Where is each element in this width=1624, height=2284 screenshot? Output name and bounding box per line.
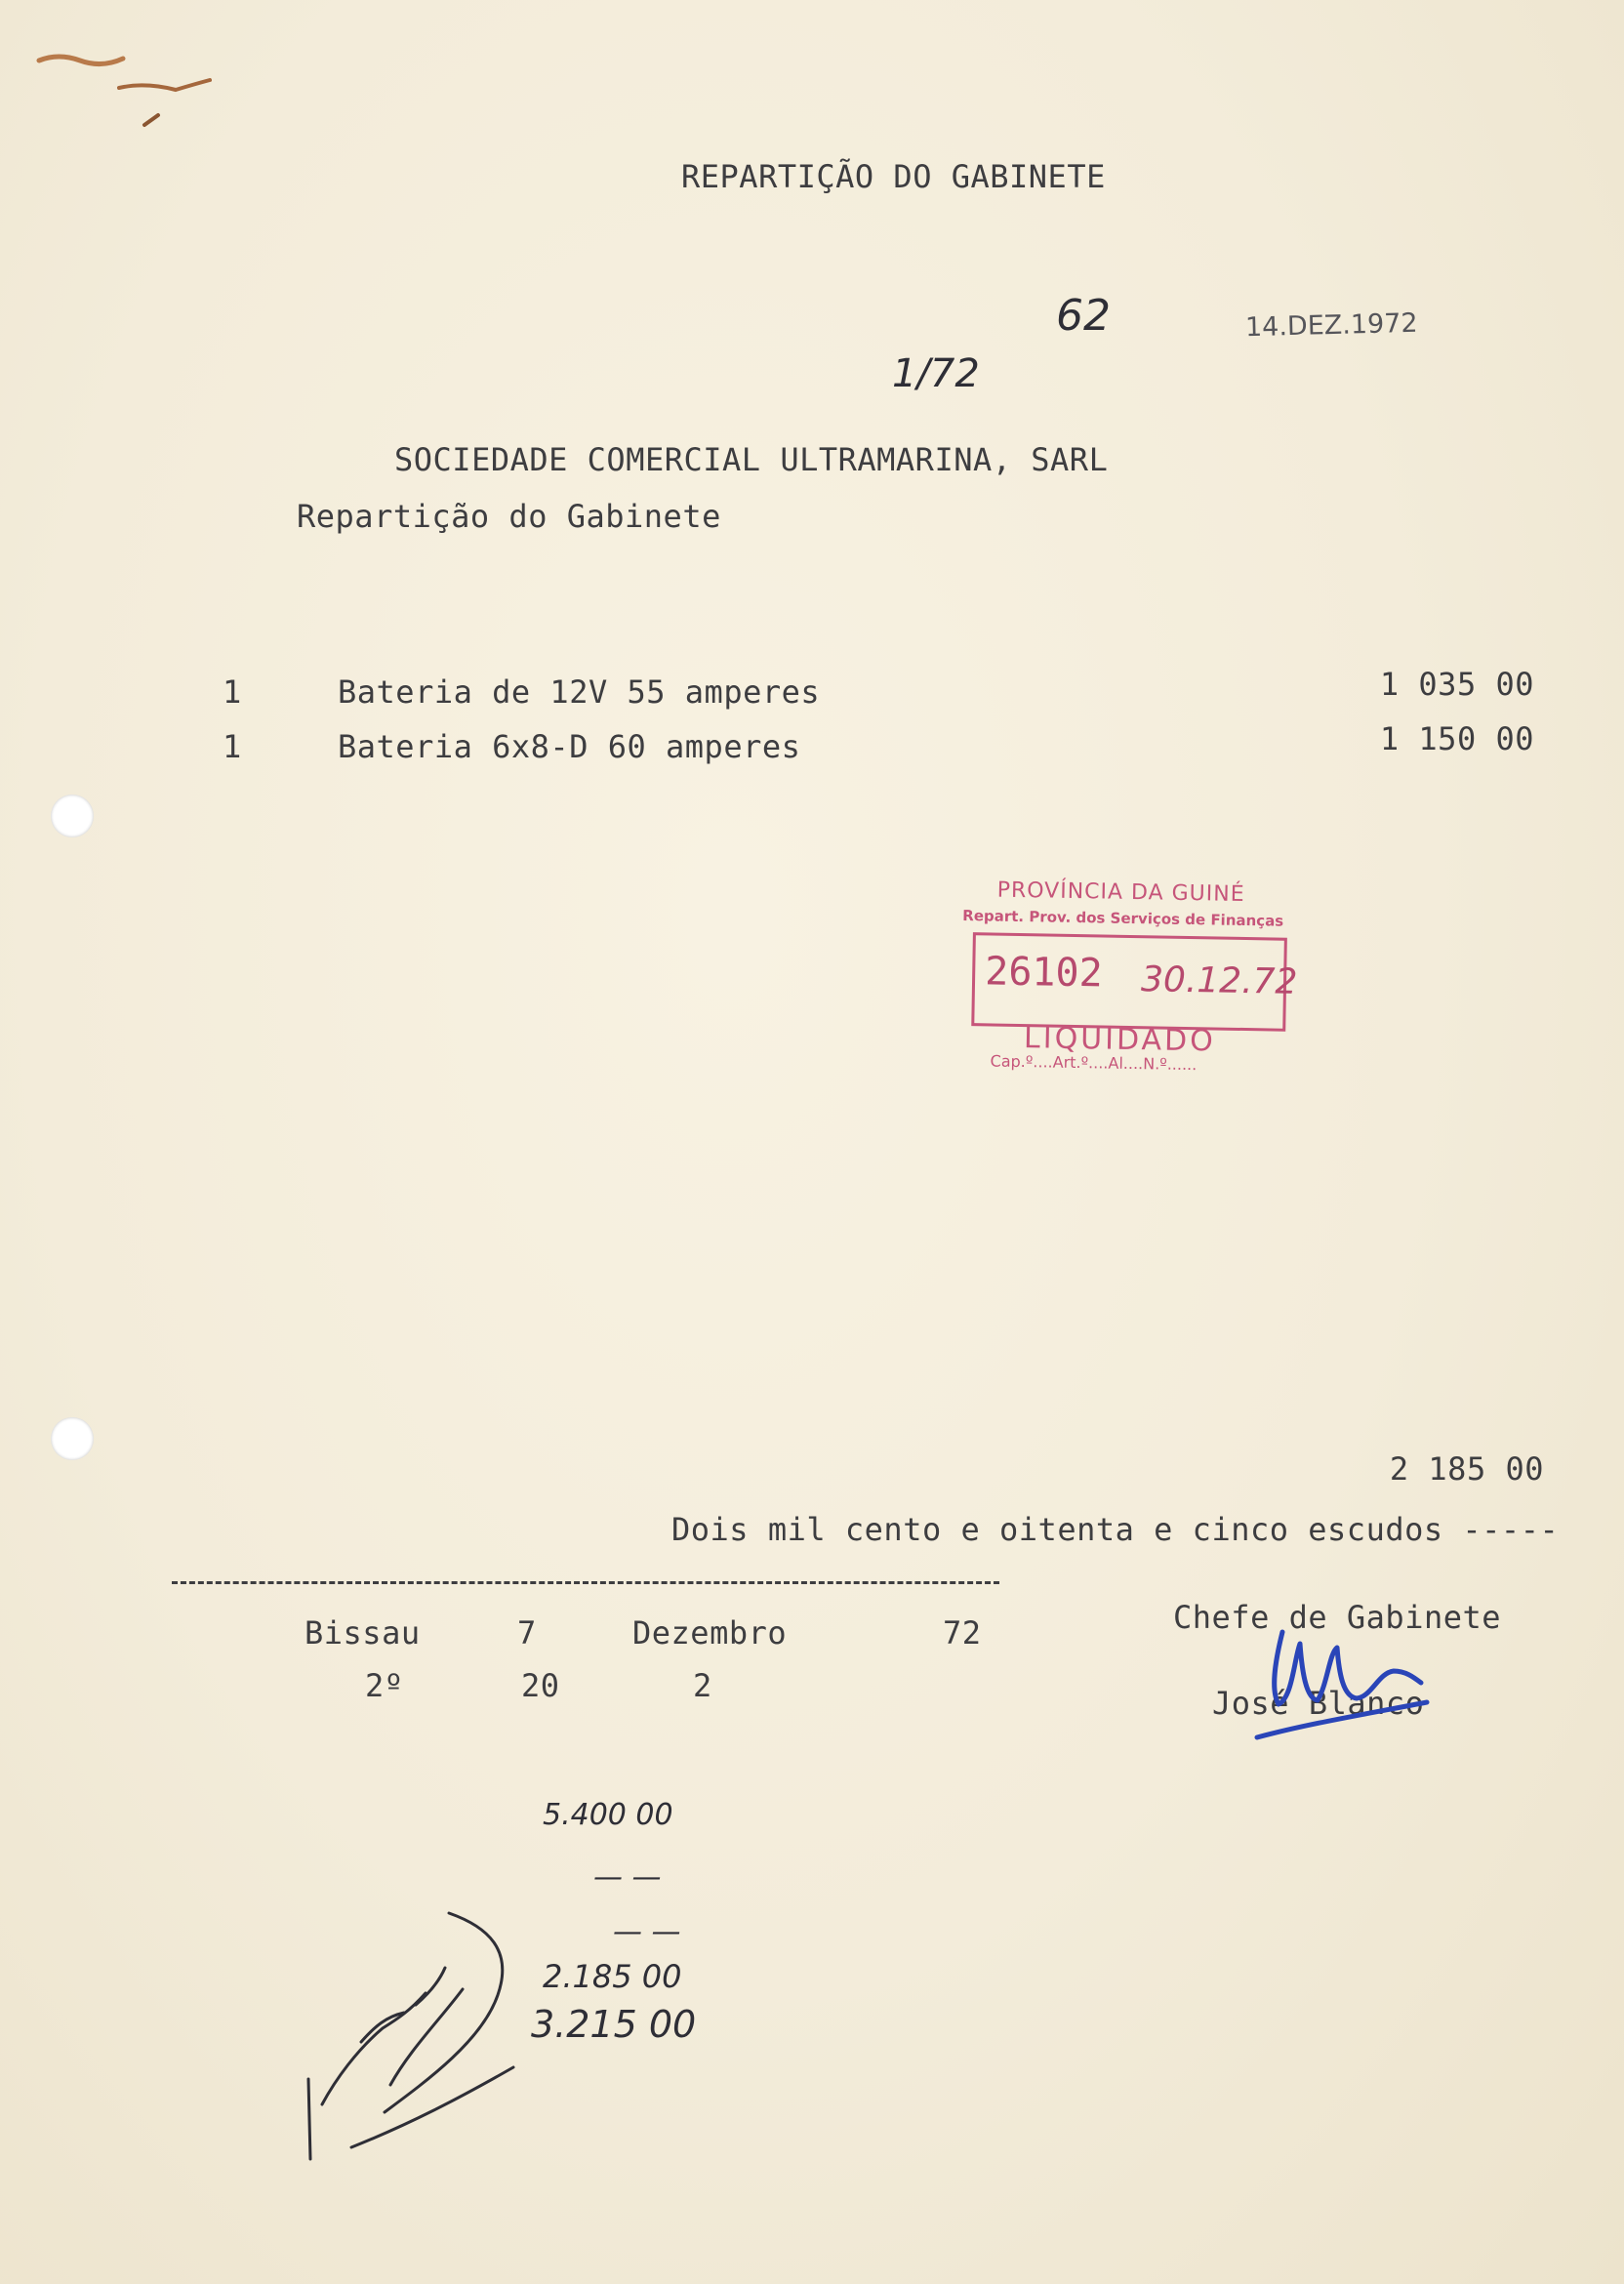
stamp-box [971,932,1298,1032]
rust-stain [29,39,224,146]
date-month: Dezembro [632,1614,788,1652]
item-description: Bateria 6x8-D 60 amperes [338,728,801,765]
calc-line-1: 5.400 00 [543,1798,673,1832]
stamp-date: 30.12.72 [1140,959,1298,1002]
calc-dash-2: — — [613,1915,681,1949]
calc-line-2: 2.185 00 [543,1958,682,1995]
punch-hole-top [51,795,94,837]
finance-stamp [954,876,1310,1096]
item-qty: 1 [223,673,242,711]
total-amount: 2 185 00 [1389,1450,1544,1488]
separator-line [172,1581,999,1584]
signatory-title: Chefe de Gabinete [1173,1599,1502,1636]
item-amount: 1 150 00 [1379,720,1534,757]
item-qty: 1 [223,728,242,765]
company-name: SOCIEDADE COMERCIAL ULTRAMARINA, SARL [394,441,1109,478]
date-sub-1: 2º [365,1667,404,1704]
item-amount: 1 035 00 [1379,666,1534,703]
date-sub-2: 20 [521,1667,560,1704]
stamp-office: Repart. Prov. dos Serviços de Finanças [962,906,1284,930]
stamp-number: 26102 [984,949,1104,997]
stamp-fields: Cap.º....Art.º....Al....N.º...... [990,1051,1198,1075]
header-title: REPARTIÇÃO DO GABINETE [681,158,1106,195]
received-date-stamp: 14.DEZ.1972 [1244,307,1418,344]
total-in-words: Dois mil cento e oitenta e cinco escudos ----- [671,1511,1560,1548]
calc-line-3: 3.215 00 [531,2003,697,2046]
date-year: 72 [943,1614,982,1652]
date-place: Bissau [304,1614,421,1652]
reference-number: 1/72 [892,351,980,396]
signature-scribble [1249,1614,1435,1751]
stamp-status: LIQUIDADO [1023,1021,1217,1059]
punch-hole-bottom [51,1417,94,1460]
signatory-name: José Blanco [1212,1685,1425,1722]
item-description: Bateria de 12V 55 amperes [338,673,821,711]
date-sub-3: 2 [693,1667,712,1704]
stamp-province: PROVÍNCIA DA GUINÉ [996,877,1245,908]
date-day: 7 [517,1614,537,1652]
calc-dash-1: — — [593,1860,662,1895]
handwritten-initials [293,1903,547,2167]
document-number: 62 [1056,291,1111,341]
department-name: Repartição do Gabinete [297,498,721,535]
